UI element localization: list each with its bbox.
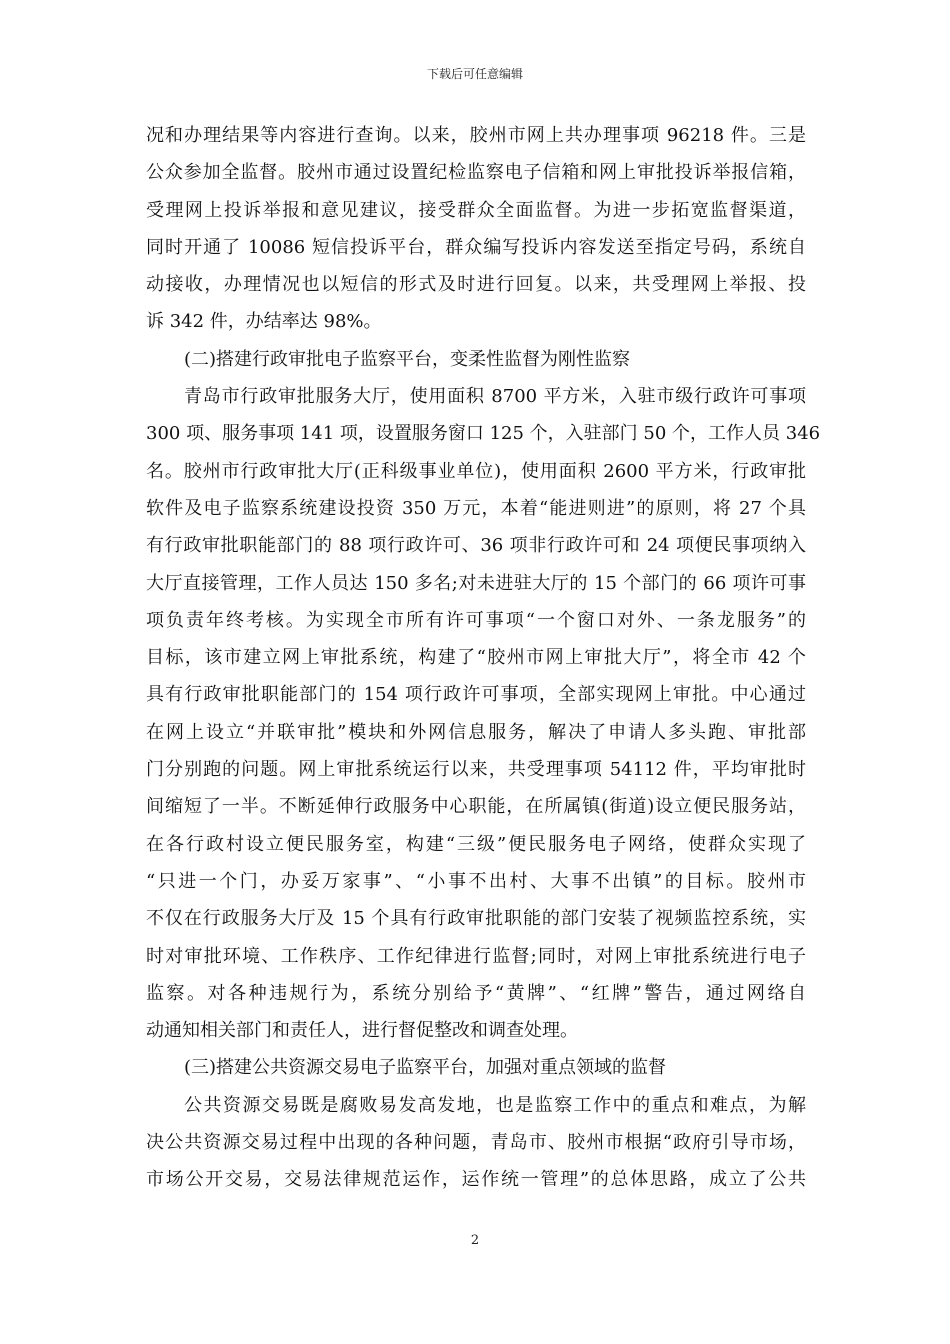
text-line: 监察。对各种违规行为，系统分别给予“黄牌”、“红牌”警告，通过网络自 bbox=[146, 982, 806, 1004]
text-line: 项负责年终考核。为实现全市所有许可事项“一个窗口对外、一条龙服务”的 bbox=[146, 609, 806, 631]
text-line: 动通知相关部门和责任人，进行督促整改和调查处理。 bbox=[146, 1020, 578, 1042]
text-line: 门分别跑的问题。网上审批系统运行以来，共受理事项 54112 件，平均审批时 bbox=[146, 759, 806, 781]
text-line: 受理网上投诉举报和意见建议，接受群众全面监督。为进一步拓宽监督渠道， bbox=[146, 199, 806, 221]
text-line: 不仅在行政服务大厅及 15 个具有行政审批职能的部门安装了视频监控系统，实 bbox=[146, 908, 806, 930]
text-line: 300 项、服务事项 141 项，设置服务窗口 125 个，入驻部门 50 个，工作人员 346 bbox=[146, 423, 821, 445]
text-line: 诉 342 件，办结率达 98%。 bbox=[146, 311, 382, 333]
text-line: (二)搭建行政审批电子监察平台，变柔性监督为刚性监察 bbox=[184, 348, 631, 370]
text-line: 软件及电子监察系统建设投资 350 万元，本着“能进则进”的原则，将 27 个具 bbox=[146, 497, 806, 519]
text-line: (三)搭建公共资源交易电子监察平台，加强对重点领域的监督 bbox=[184, 1057, 667, 1079]
text-line: 在网上设立“并联审批”模块和外网信息服务，解决了申请人多头跑、审批部 bbox=[146, 721, 806, 743]
text-line: 同时开通了 10086 短信投诉平台，群众编写投诉内容发送至指定号码，系统自 bbox=[146, 236, 806, 258]
document-body bbox=[146, 117, 821, 1199]
text-line: 况和办理结果等内容进行查询。以来，胶州市网上共办理事项 96218 件。三是 bbox=[146, 125, 806, 146]
page-number: 2 bbox=[470, 1233, 480, 1248]
text-line: 有行政审批职能部门的 88 项行政许可、36 项非行政许可和 24 项便民事项纳入 bbox=[146, 535, 806, 557]
text-line: “只进一个门，办妥万家事”、“小事不出村、大事不出镇”的目标。胶州市 bbox=[146, 870, 806, 892]
text-line: 公共资源交易既是腐败易发高发地，也是监察工作中的重点和难点，为解 bbox=[184, 1094, 806, 1116]
text-line: 间缩短了一半。不断延伸行政服务中心职能，在所属镇(街道)设立便民服务站， bbox=[146, 796, 806, 818]
text-line: 时对审批环境、工作秩序、工作纪律进行监督;同时，对网上审批系统进行电子 bbox=[146, 945, 806, 967]
text-line: 在各行政村设立便民服务室，构建“三级”便民服务电子网络，使群众实现了 bbox=[146, 833, 806, 855]
text-line: 目标，该市建立网上审批系统，构建了“胶州市网上审批大厅”，将全市 42 个 bbox=[146, 647, 806, 669]
page-header: 下载后可任意编辑 bbox=[426, 67, 523, 81]
text-line: 市场公开交易，交易法律规范运作，运作统一管理”的总体思路，成立了公共 bbox=[146, 1169, 806, 1191]
text-line: 决公共资源交易过程中出现的各种问题，青岛市、胶州市根据“政府引导市场， bbox=[146, 1132, 806, 1154]
text-line: 具有行政审批职能部门的 154 项行政许可事项，全部实现网上审批。中心通过 bbox=[146, 684, 806, 706]
text-line: 名。胶州市行政审批大厅(正科级事业单位)，使用面积 2600 平方米，行政审批 bbox=[146, 460, 806, 482]
text-line: 青岛市行政审批服务大厅，使用面积 8700 平方米，入驻市级行政许可事项 bbox=[184, 386, 806, 408]
text-line: 动接收，办理情况也以短信的形式及时进行回复。以来，共受理网上举报、投 bbox=[146, 274, 806, 296]
text-line: 大厅直接管理，工作人员达 150 多名;对未进驻大厅的 15 个部门的 66 项许可事 bbox=[146, 572, 806, 594]
text-line: 公众参加全监督。胶州市通过设置纪检监察电子信箱和网上审批投诉举报信箱， bbox=[146, 162, 806, 184]
